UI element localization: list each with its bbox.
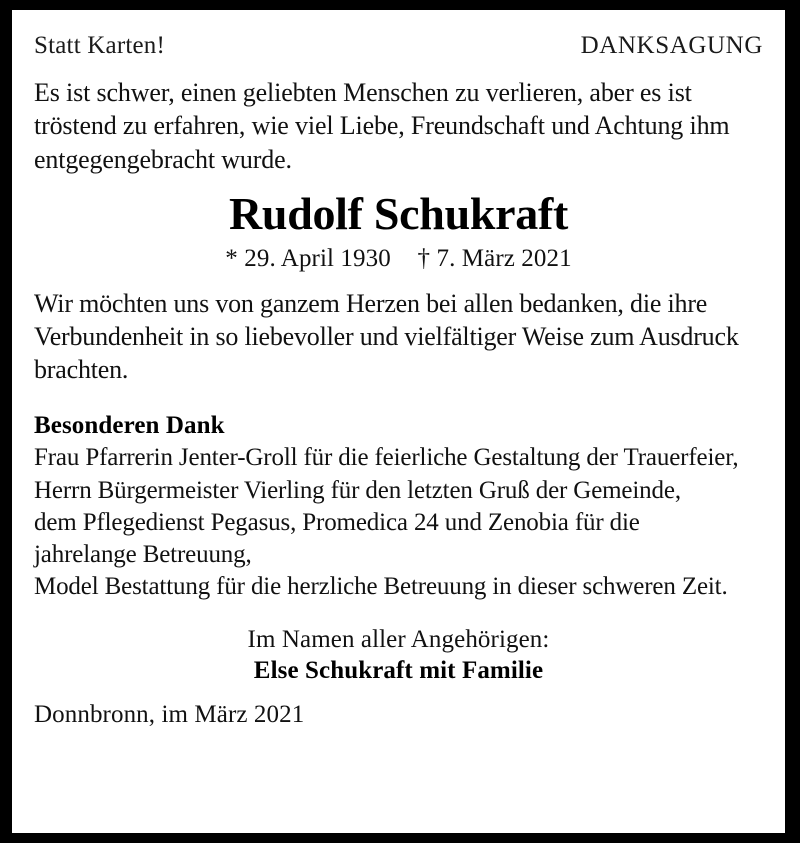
birth-date: 29. April 1930 — [244, 244, 391, 272]
death-date: 7. März 2021 — [436, 244, 572, 272]
intro-paragraph: Es ist schwer, einen geliebten Menschen zu verlieren, aber es ist tröstend zu erfahren, wie viel Liebe, Freundschaft und Achtung ihm entgegengebracht wurde. — [34, 78, 730, 174]
closing-intro: Im Namen aller Angehörigen: — [247, 625, 550, 653]
list-item: Frau Pfarrerin Jenter-Groll für die feierliche Gestaltung der Trauerfeier, — [34, 444, 739, 472]
deceased-name: Rudolf Schukraft — [229, 187, 568, 239]
danksagung-label: DANKSAGUNG — [580, 32, 763, 59]
special-thanks-list — [34, 442, 763, 603]
deceased-dates — [34, 245, 763, 273]
statt-karten-label: Statt Karten! — [34, 32, 166, 59]
list-item: Herrn Bürgermeister Vierling für den letzten Gruß der Gemeinde, — [34, 476, 681, 504]
place-date-line: Donnbronn, im März 2021 — [34, 700, 305, 728]
notice-header — [34, 32, 763, 60]
obituary-card — [12, 10, 785, 833]
thanks-paragraph: Wir möchten uns von ganzem Herzen bei allen bedanken, die ihre Verbundenheit in so liebevoller und vielfältiger Weise zum Ausdruck brachten. — [34, 288, 739, 385]
deceased-block — [34, 187, 763, 273]
closing-block — [34, 626, 763, 685]
closing-family-name: Else Schukraft mit Familie — [253, 656, 544, 684]
birth-symbol: * — [225, 244, 238, 272]
special-thanks-heading: Besonderen Dank — [34, 412, 225, 440]
list-item: dem Pflegedienst Pegasus, Promedica 24 und Zenobia für die jahrelange Betreuung, — [34, 508, 640, 569]
death-symbol: † — [417, 244, 431, 272]
special-thanks-section — [34, 412, 763, 603]
list-item: Model Bestattung für die herzliche Betreuung in dieser schweren Zeit. — [34, 573, 728, 601]
